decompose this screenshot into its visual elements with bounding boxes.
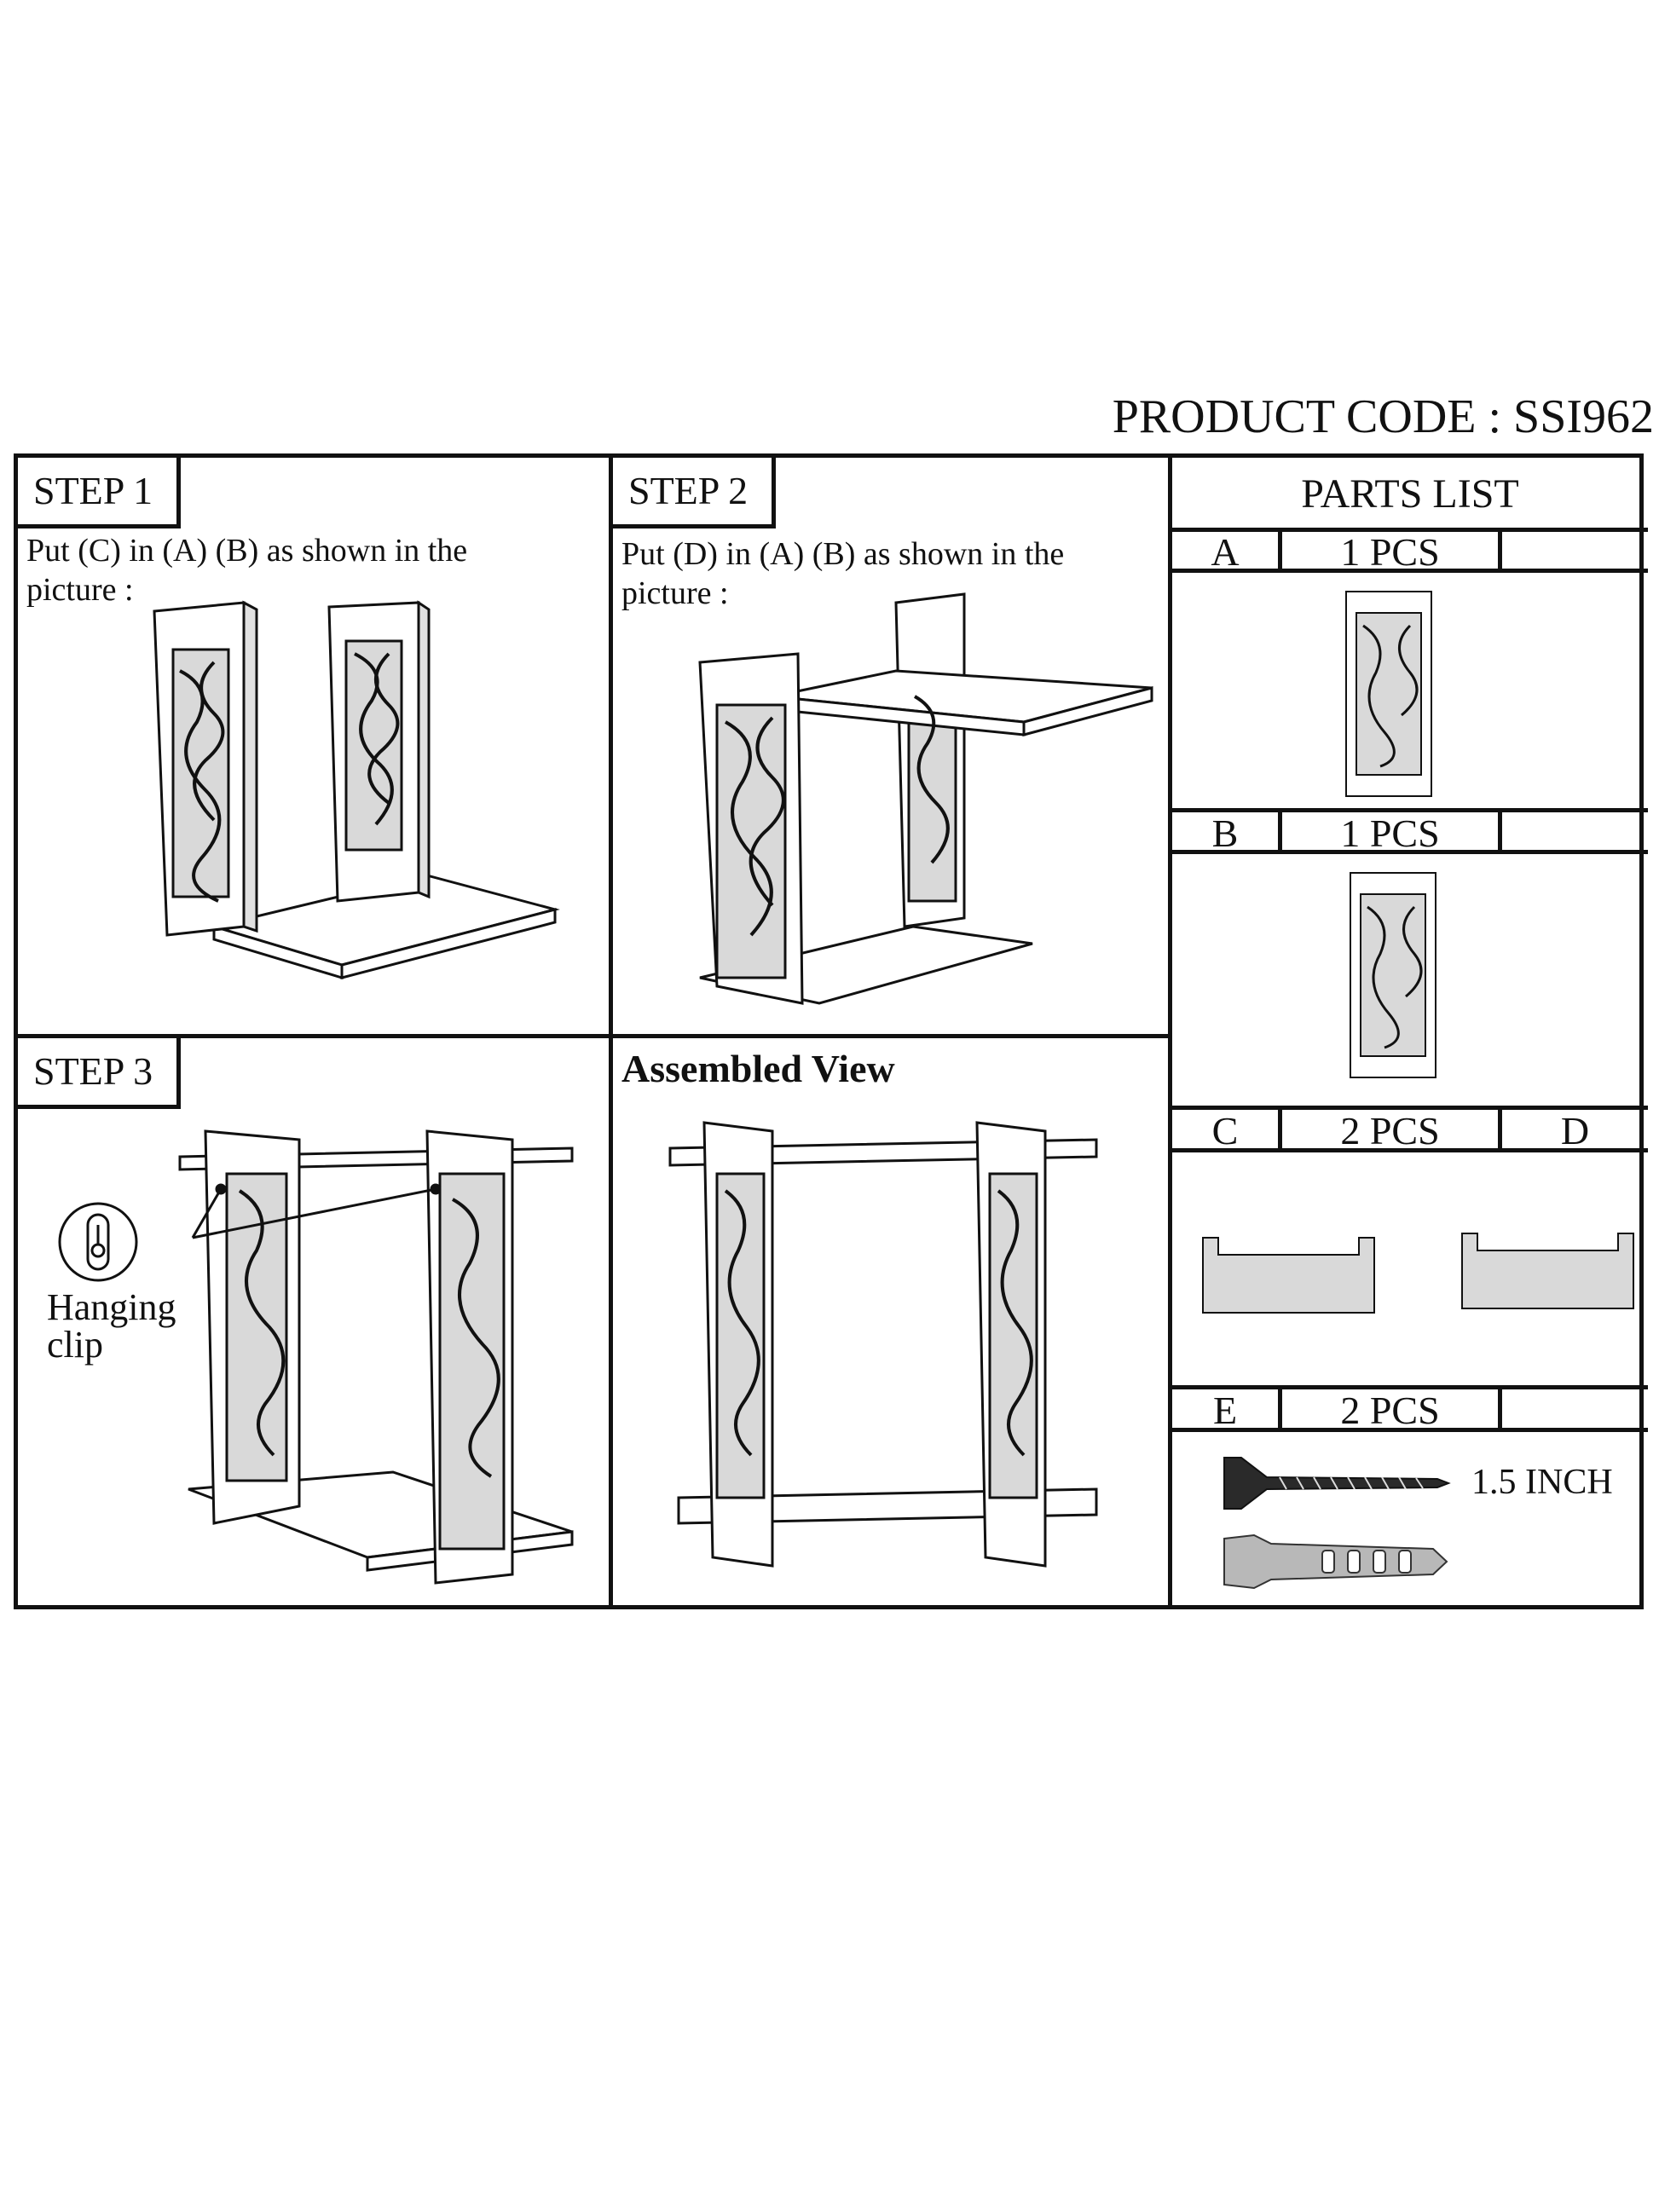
part-d-image	[1460, 1229, 1635, 1310]
step1-title: STEP 1	[18, 458, 181, 528]
assembled-illustration	[670, 1123, 1113, 1583]
part-e-qty: 2 PCS	[1340, 1389, 1440, 1432]
screw-size-label: 1.5 INCH	[1471, 1463, 1613, 1502]
part-a-image	[1338, 587, 1440, 800]
step2-illustration	[691, 577, 1152, 1003]
hanging-clip-label: Hanging clip	[47, 1286, 176, 1366]
parts-list-title: PARTS LIST	[1301, 471, 1519, 517]
pl-row-e-sep2	[1498, 1385, 1502, 1432]
part-e-letter: E	[1212, 1389, 1238, 1432]
step1-instruction: Put (C) in (A) (B) as shown in the picture :	[26, 533, 468, 608]
part-d-letter: D	[1560, 1109, 1590, 1152]
step3-title: STEP 3	[18, 1038, 181, 1109]
assembled-view-title: Assembled View	[621, 1047, 895, 1090]
part-b-letter: B	[1211, 811, 1239, 855]
step2-title: STEP 2	[613, 458, 776, 528]
instruction-sheet	[14, 453, 1644, 1609]
divider-col2	[1168, 458, 1172, 1605]
step1-illustration	[129, 603, 572, 1003]
keyhole-clip-icon	[55, 1199, 141, 1285]
step2-instruction: Put (D) in (A) (B) as shown in the picture :	[621, 536, 1065, 611]
pl-row-b-sep2	[1498, 808, 1502, 854]
divider-row	[18, 1034, 1172, 1038]
divider-col1	[609, 458, 613, 1605]
pl-row-a-sep2	[1498, 528, 1502, 573]
part-a-qty: 1 PCS	[1340, 530, 1440, 574]
part-b-qty: 1 PCS	[1340, 811, 1440, 855]
part-c-qty: 2 PCS	[1340, 1109, 1440, 1152]
screw-icon	[1220, 1453, 1450, 1513]
product-code: PRODUCT CODE : SSI962	[1112, 390, 1654, 443]
step3-illustration	[180, 1123, 589, 1600]
part-c-image	[1201, 1233, 1376, 1314]
part-a-letter: A	[1211, 530, 1240, 574]
part-c-letter: C	[1211, 1109, 1239, 1152]
part-b-image	[1342, 869, 1444, 1082]
wall-anchor-icon	[1220, 1532, 1450, 1591]
